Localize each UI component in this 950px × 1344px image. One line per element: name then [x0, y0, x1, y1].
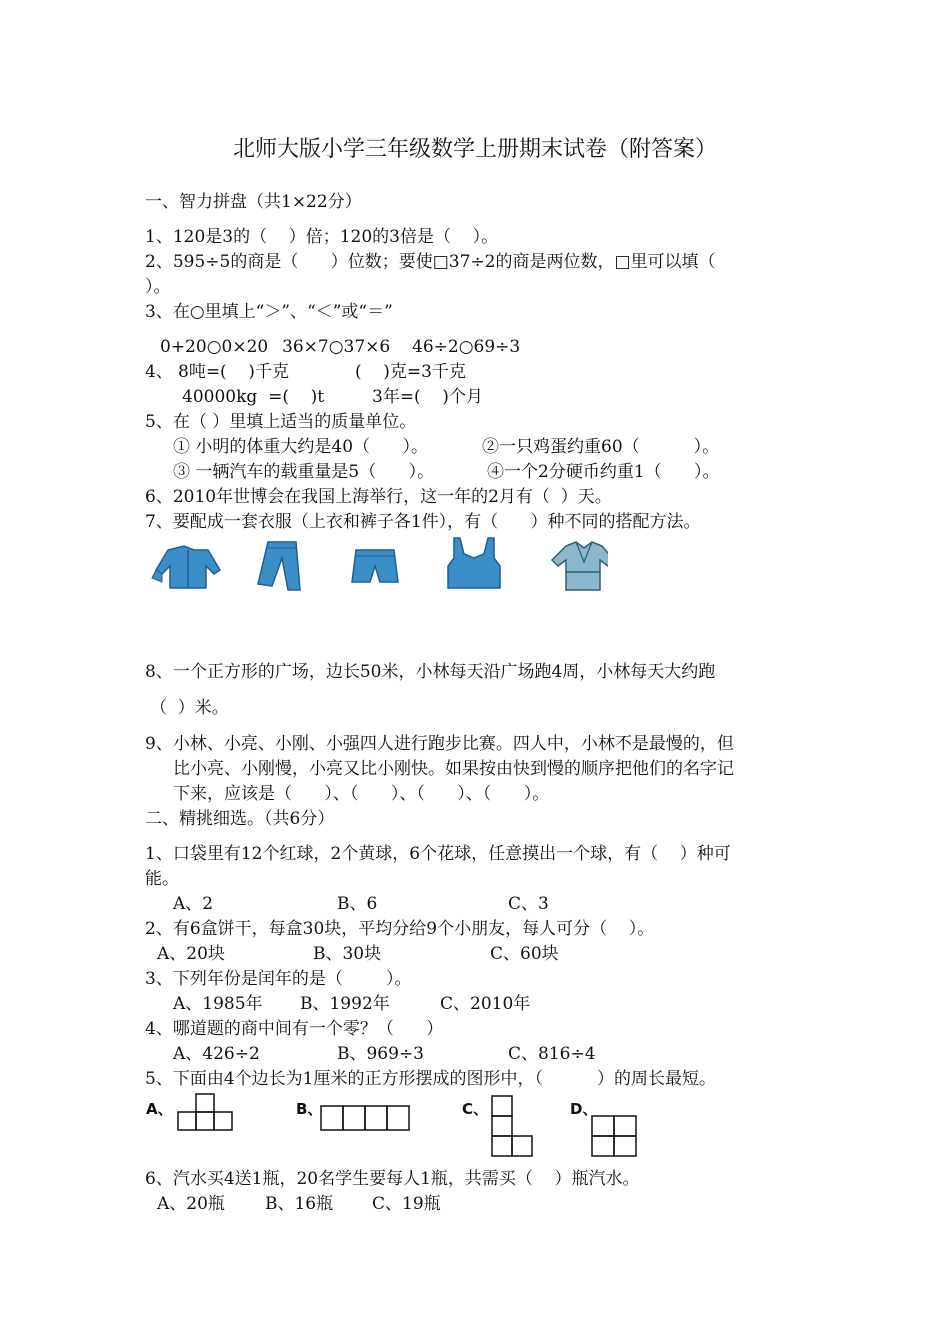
- question-2-1-cont: 能。: [145, 869, 179, 889]
- question-1-6: 6、2010年世博会在我国上海举行，这一年的2月有（ ）天。: [145, 487, 612, 507]
- q6-option-c: C、19瓶: [372, 1194, 441, 1214]
- q1-option-c: C、3: [508, 894, 549, 914]
- q5-item-1: ① 小明的体重大约是40（ ）。: [173, 437, 428, 457]
- q4-option-b: B、969÷3: [337, 1044, 425, 1064]
- q4-option-c: C、816÷4: [508, 1044, 596, 1064]
- shape-b: [321, 1106, 409, 1130]
- q3-option-c: C、2010年: [440, 994, 531, 1014]
- question-2-5: 5、下面由4个边长为1厘米的正方形摆成的图形中，（ ）的周长最短。: [145, 1069, 716, 1089]
- coat-icon: [552, 542, 608, 590]
- q5-item-4: ④一个2分硬币约重1（ ）。: [487, 462, 720, 482]
- q3-option-a: A、1985年: [173, 994, 263, 1014]
- square-shapes-figure: [140, 1092, 660, 1162]
- shape-a: [178, 1094, 232, 1130]
- shape-label-b: B、: [296, 1100, 323, 1118]
- q1-option-a: A、2: [173, 894, 214, 914]
- q3-option-b: B、1992年: [300, 994, 390, 1014]
- shorts-icon: [352, 550, 398, 582]
- q4-item-2: ( )克=3千克: [355, 362, 466, 382]
- vest-icon: [448, 538, 500, 588]
- question-1-4-label: 4、: [145, 362, 173, 382]
- shape-c: [492, 1096, 532, 1156]
- question-2-6: 6、汽水买4送1瓶，20名学生要每人1瓶，共需买（ ）瓶汽水。: [145, 1169, 640, 1189]
- question-1-3: 3、在○里填上“＞”、“＜”或“＝”: [145, 302, 393, 322]
- section1-heading: 一、智力拼盘（共1×22分）: [145, 192, 362, 212]
- question-2-4: 4、哪道题的商中间有一个零？（ ）: [145, 1019, 444, 1039]
- question-2-3: 3、下列年份是闰年的是（ ）。: [145, 969, 412, 989]
- question-1-8: 8、一个正方形的广场，边长50米，小林每天沿广场跑4周，小林每天大约跑: [145, 662, 716, 682]
- question-2-1: 1、口袋里有12个红球，2个黄球，6个花球，任意摸出一个球，有（ ）种可: [145, 844, 731, 864]
- shape-label-c: C、: [462, 1100, 489, 1118]
- q5-item-2: ②一只鸡蛋约重60（ ）。: [482, 437, 720, 457]
- question-2-2: 2、有6盒饼干，每盒30块，平均分给9个小朋友，每人可分（ ）。: [145, 919, 655, 939]
- q6-option-b: B、16瓶: [265, 1194, 334, 1214]
- question-1-8-cont: （ ）米。: [150, 698, 229, 718]
- q2-option-c: C、60块: [490, 944, 559, 964]
- question-1-9-cont2: 下来，应该是（ ）、（ ）、（ ）、（ ）。: [173, 784, 550, 804]
- q4-item-3: 40000kg =( )t: [182, 387, 325, 407]
- clothing-illustrations: [148, 536, 608, 596]
- question-1-1: 1、120是3的（ ）倍；120的3倍是（ ）。: [145, 227, 499, 247]
- jacket-icon: [152, 546, 220, 588]
- question-1-7: 7、要配成一套衣服（上衣和裤子各1件），有（ ）种不同的搭配方法。: [145, 512, 701, 532]
- long-pants-icon: [258, 542, 300, 590]
- shape-label-a: A、: [146, 1100, 173, 1118]
- q2-option-a: A、20块: [157, 944, 225, 964]
- q6-option-a: A、20瓶: [157, 1194, 225, 1214]
- q3-item-2: 36×7○37×6: [282, 337, 391, 357]
- shape-d: [592, 1116, 636, 1156]
- q4-item-1: 8吨=( )千克: [178, 362, 289, 382]
- q4-option-a: A、426÷2: [173, 1044, 260, 1064]
- q3-item-1: 0+20○0×20: [160, 337, 269, 357]
- q1-option-b: B、6: [337, 894, 378, 914]
- question-1-9-cont1: 比小亮、小刚慢，小亮又比小刚快。如果按由快到慢的顺序把他们的名字记: [173, 759, 734, 779]
- question-1-2-cont: ）。: [145, 277, 171, 297]
- q2-option-b: B、30块: [313, 944, 382, 964]
- question-1-2: 2、595÷5的商是（ ）位数；要使□37÷2的商是两位数，□里可以填（: [145, 252, 716, 272]
- q4-item-4: 3年=( )个月: [372, 387, 483, 407]
- question-1-9: 9、小林、小亮、小刚、小强四人进行跑步比赛。四人中，小林不是最慢的，但: [145, 734, 734, 754]
- q3-item-3: 46÷2○69÷3: [412, 337, 521, 357]
- page-title: 北师大版小学三年级数学上册期末试卷（附答案）: [232, 137, 717, 162]
- shape-label-d: D、: [570, 1100, 598, 1118]
- q5-item-3: ③ 一辆汽车的载重量是5（ ）。: [173, 462, 435, 482]
- question-1-5: 5、在（ ）里填上适当的质量单位。: [145, 412, 417, 432]
- section2-heading: 二、精挑细选。（共6分）: [145, 809, 335, 829]
